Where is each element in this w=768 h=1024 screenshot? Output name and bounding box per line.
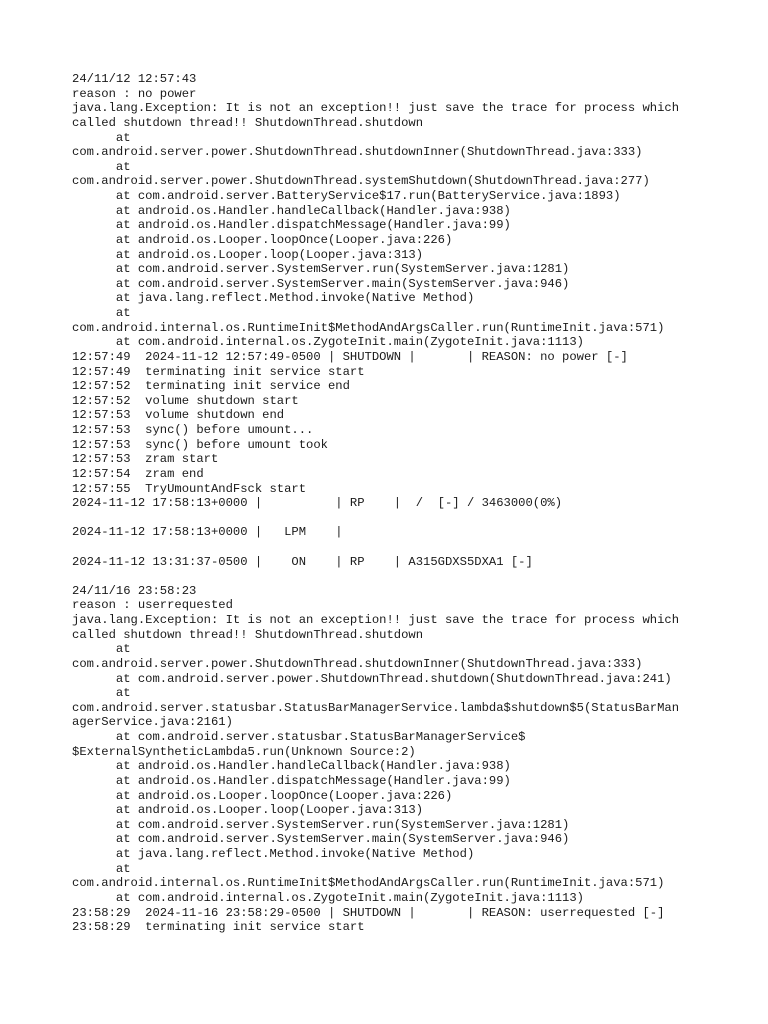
log-line: 24/11/16 23:58:23 (72, 583, 197, 598)
log-line: at java.lang.reflect.Method.invoke(Native Method) (72, 847, 475, 862)
log-line: 2024-11-12 17:58:13+0000 | LPM | (72, 525, 343, 540)
log-line: com.android.internal.os.RuntimeInit$MethodAndArgsCaller.run(RuntimeInit.java:571) (72, 876, 665, 891)
log-line: at com.android.server.BatteryService$17.run(BatteryService.java:1893) (72, 189, 621, 203)
log-line: at android.os.Handler.dispatchMessage(Handler.java:99) (72, 218, 511, 233)
log-line: com.android.server.power.ShutdownThread.systemShutdown(ShutdownThread.java:277) (72, 174, 650, 189)
log-line: at android.os.Handler.handleCallback(Handler.java:938) (72, 203, 511, 218)
log-line (72, 935, 712, 950)
log-line: at com.android.server.SystemServer.main(SystemServer.java:946) (72, 276, 570, 291)
log-line: at android.os.Looper.loop(Looper.java:313) (72, 803, 424, 818)
log-line: $ExternalSyntheticLambda5.run(Unknown Source:2) (72, 744, 416, 759)
log-line: at android.os.Looper.loopOnce(Looper.java:226) (72, 788, 453, 803)
log-line: reason : userrequested (72, 598, 233, 613)
log-line: at com.android.server.statusbar.StatusBarManagerService$ (72, 730, 526, 745)
log-line: 24/11/12 12:57:43 (72, 72, 197, 86)
log-line: com.android.server.power.ShutdownThread.shutdownInner(ShutdownThread.java:333) (72, 145, 643, 160)
log-line: reason : no power (72, 86, 197, 101)
log-line: 12:57:49 terminating init service start (72, 364, 365, 379)
log-line: java.lang.Exception: It is not an exception!! just save the trace for process which (72, 101, 680, 116)
log-line: at com.android.server.SystemServer.run(SystemServer.java:1281) (72, 262, 570, 277)
log-line: 2024-11-12 17:58:13+0000 | | RP | / [-] / 3463000(0%) (72, 496, 563, 511)
log-line (72, 511, 712, 526)
log-line: at (72, 159, 131, 174)
log-line: at com.android.server.power.ShutdownThread.shutdown(ShutdownThread.java:241) (72, 671, 672, 686)
log-line: at com.android.internal.os.ZygoteInit.main(ZygoteInit.java:1113) (72, 335, 584, 350)
log-line: at android.os.Handler.dispatchMessage(Handler.java:99) (72, 773, 511, 788)
log-line: com.android.server.statusbar.StatusBarManagerService.lambda$shutdown$5(StatusBarMan (72, 700, 680, 715)
log-line: 12:57:53 sync() before umount took (72, 437, 328, 452)
log-line: 23:58:29 terminating init service start (72, 920, 365, 935)
log-line: at com.android.server.SystemServer.main(SystemServer.java:946) (72, 832, 570, 847)
log-line: com.android.server.power.ShutdownThread.shutdownInner(ShutdownThread.java:333) (72, 656, 643, 671)
log-line: 12:57:52 terminating init service end (72, 379, 350, 394)
log-line: at com.android.server.SystemServer.run(SystemServer.java:1281) (72, 817, 570, 832)
log-line: 12:57:53 sync() before umount... (72, 423, 314, 437)
log-line: at android.os.Looper.loopOnce(Looper.java:226) (72, 232, 453, 247)
log-line: 12:57:55 TryUmountAndFsck start (72, 481, 307, 496)
log-document (72, 72, 712, 949)
log-line (72, 569, 712, 584)
log-line: called shutdown thread!! ShutdownThread.shutdown (72, 627, 424, 642)
log-line: at android.os.Handler.handleCallback(Handler.java:938) (72, 759, 511, 774)
log-line: at (72, 861, 131, 876)
log-line: 12:57:53 zram start (72, 452, 219, 467)
log-line: at (72, 130, 131, 145)
log-line: 12:57:54 zram end (72, 466, 204, 481)
log-line: at (72, 686, 131, 701)
log-line: java.lang.Exception: It is not an exception!! just save the trace for process which (72, 613, 680, 628)
log-line: 12:57:49 2024-11-12 12:57:49-0500 | SHUTDOWN | | REASON: no power [-] (72, 349, 628, 364)
log-line: com.android.internal.os.RuntimeInit$MethodAndArgsCaller.run(RuntimeInit.java:571) (72, 320, 665, 335)
log-line: at (72, 306, 131, 320)
log-line: 2024-11-12 13:31:37-0500 | ON | RP | A315GDXS5DXA1 [-] (72, 554, 533, 569)
log-line (72, 540, 712, 555)
log-line: 23:58:29 2024-11-16 23:58:29-0500 | SHUTDOWN | | REASON: userrequested [-] (72, 905, 665, 920)
log-line: agerService.java:2161) (72, 715, 233, 730)
log-line: at com.android.internal.os.ZygoteInit.main(ZygoteInit.java:1113) (72, 890, 584, 905)
log-line: 12:57:53 volume shutdown end (72, 408, 285, 423)
log-line: at (72, 642, 131, 657)
log-line: 12:57:52 volume shutdown start (72, 393, 299, 408)
log-line: at java.lang.reflect.Method.invoke(Native Method) (72, 291, 475, 306)
log-line: at android.os.Looper.loop(Looper.java:313) (72, 247, 424, 262)
log-line: called shutdown thread!! ShutdownThread.shutdown (72, 115, 424, 130)
